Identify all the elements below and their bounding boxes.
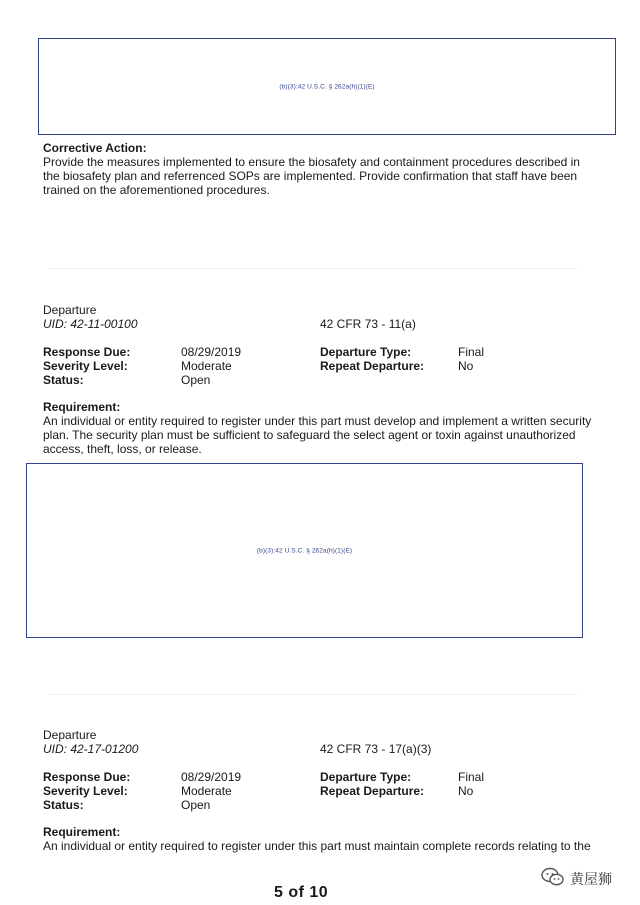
status-label: Status: bbox=[43, 798, 84, 812]
departure-type-value: Final bbox=[458, 770, 485, 784]
repeat-departure-label: Repeat Departure: bbox=[320, 359, 425, 373]
severity-label: Severity Level: bbox=[43, 784, 128, 798]
corrective-action-text: Provide the measures implemented to ensure the biosafety and containment procedures described in the biosafety plan and referrenced SOPs are implemented. Provide confirmation that staff have been trained on the aforementioned procedures. bbox=[43, 155, 580, 197]
watermark-text: 黄屋狮 bbox=[570, 870, 612, 887]
requirement-text: An individual or entity required to register under this part must maintain complete records relating to the bbox=[43, 839, 591, 853]
section-divider bbox=[48, 694, 578, 695]
repeat-departure-label: Repeat Departure: bbox=[320, 784, 425, 798]
departure-uid: UID: 42-11-00100 bbox=[43, 317, 138, 331]
redaction-label: (b)(3):42 U.S.C. § 262a(h)(1)(E) bbox=[279, 83, 375, 90]
requirement-heading: Requirement: bbox=[43, 825, 121, 839]
response-due-label: Response Due: bbox=[43, 345, 131, 359]
wechat-icon bbox=[541, 867, 565, 890]
response-due-value: 08/29/2019 bbox=[181, 770, 242, 784]
redaction-box-middle bbox=[26, 463, 583, 638]
departure-cfr: 42 CFR 73 - 11(a) bbox=[320, 317, 416, 331]
page-number: 5 of 10 bbox=[274, 884, 329, 901]
section-divider bbox=[48, 268, 578, 269]
departure-uid: UID: 42-17-01200 bbox=[43, 742, 139, 756]
severity-value: Moderate bbox=[181, 784, 232, 798]
departure-type-label: Departure Type: bbox=[320, 770, 412, 784]
departure-cfr: 42 CFR 73 - 17(a)(3) bbox=[320, 742, 432, 756]
redaction-box-top bbox=[38, 38, 616, 135]
requirement-heading: Requirement: bbox=[43, 400, 121, 414]
status-value: Open bbox=[181, 373, 211, 387]
departure-type-value: Final bbox=[458, 345, 485, 359]
severity-value: Moderate bbox=[181, 359, 232, 373]
status-label: Status: bbox=[43, 373, 84, 387]
departure-title: Departure bbox=[43, 303, 97, 317]
response-due-value: 08/29/2019 bbox=[181, 345, 242, 359]
corrective-action-heading: Corrective Action: bbox=[43, 141, 147, 155]
repeat-departure-value: No bbox=[458, 359, 474, 373]
departure-title: Departure bbox=[43, 728, 97, 742]
status-value: Open bbox=[181, 798, 211, 812]
redaction-label: (b)(3):42 U.S.C. § 262a(h)(1)(E) bbox=[256, 547, 353, 554]
repeat-departure-value: No bbox=[458, 784, 474, 798]
requirement-text: An individual or entity required to register under this part must develop and implement a written security plan. The security plan must be sufficient to safeguard the select agent or toxin against unauthorized access, theft, loss, or release. bbox=[43, 414, 592, 456]
response-due-label: Response Due: bbox=[43, 770, 131, 784]
severity-label: Severity Level: bbox=[43, 359, 128, 373]
watermark bbox=[541, 867, 612, 890]
departure-type-label: Departure Type: bbox=[320, 345, 412, 359]
